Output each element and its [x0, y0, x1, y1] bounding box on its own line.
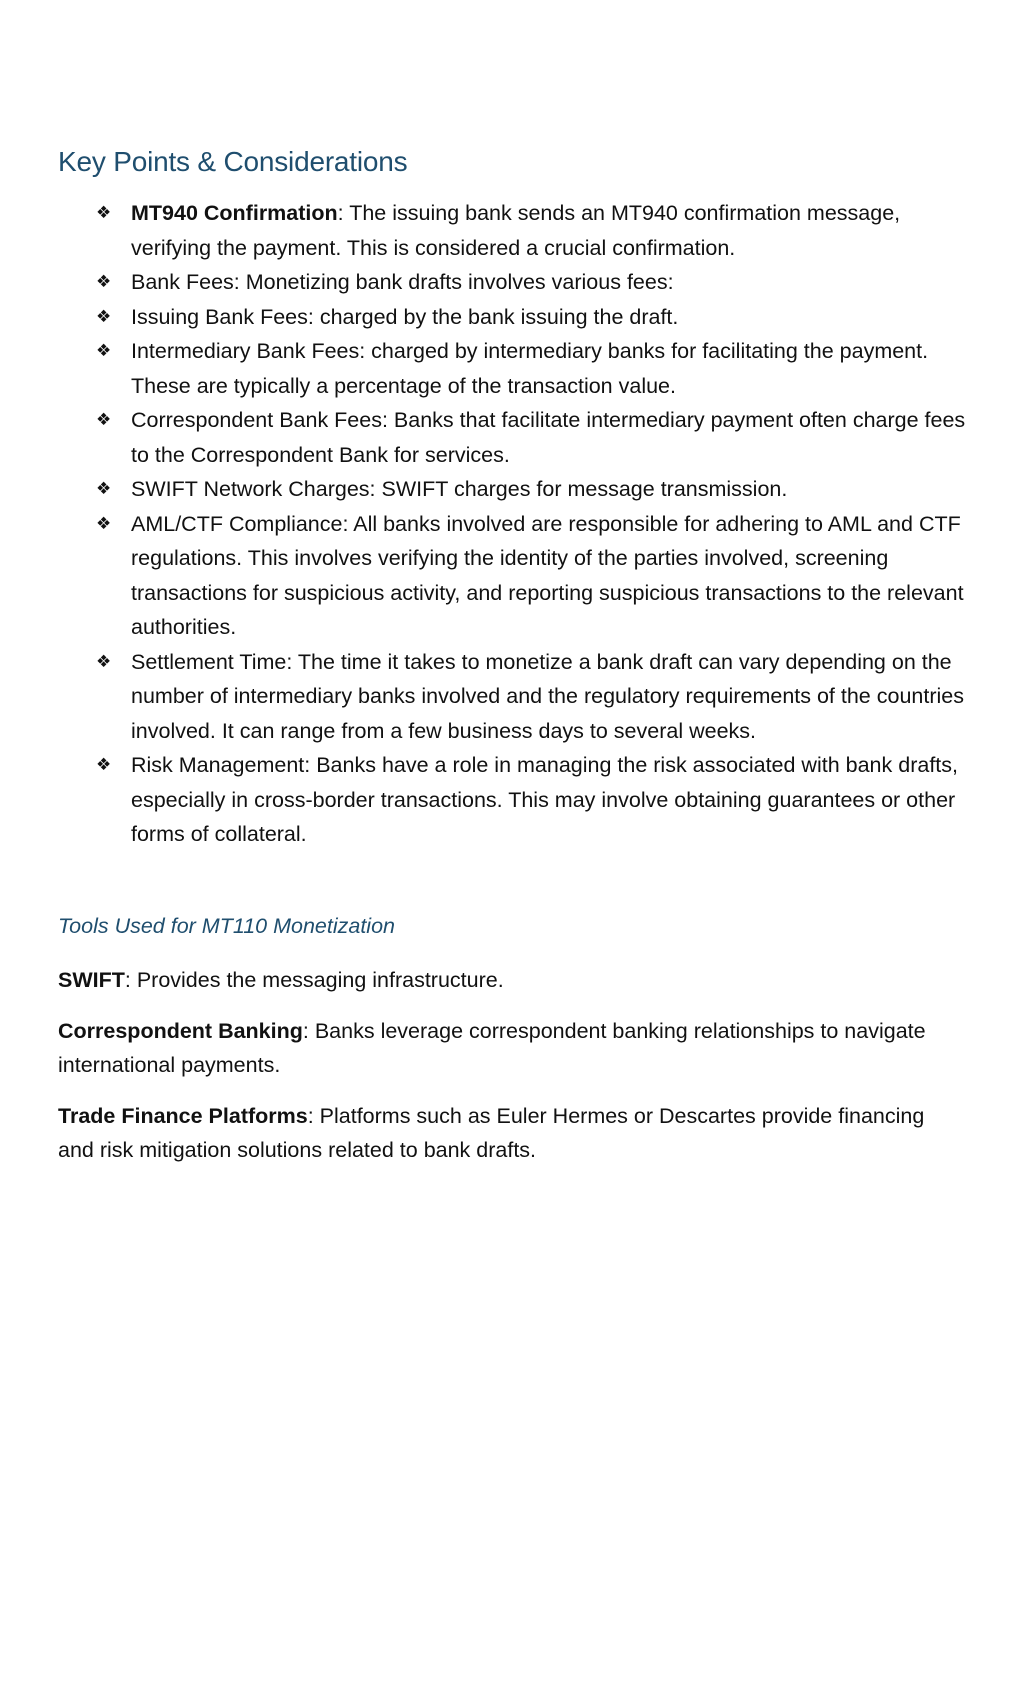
key-points-list — [96, 196, 976, 852]
diamond-four-icon: ❖ — [96, 513, 112, 533]
list-item — [96, 748, 976, 852]
tool-paragraph — [58, 1099, 958, 1168]
bullet-text: AML/CTF Compliance: All banks involved are responsible for adhering to AML and CTF regulations. This involves verifying the identity of the parties involved, screening transactions for suspicious activity, and reporting suspicious transactions to the relevant authorities. — [131, 511, 964, 639]
tool-paragraph — [58, 963, 958, 998]
bullet-text: Correspondent Bank Fees: Banks that facilitate intermediary payment often charge fees to the Correspondent Bank for services. — [131, 408, 966, 467]
diamond-four-icon: ❖ — [96, 306, 112, 326]
tool-term: Correspondent Banking — [58, 1018, 303, 1043]
tools-section — [58, 963, 958, 1184]
section-heading: Key Points & Considerations — [58, 146, 408, 177]
tool-text: : Banks leverage correspondent banking relationships to navigate international payments. — [58, 1018, 926, 1077]
tool-term: Trade Finance Platforms — [58, 1103, 308, 1128]
tools-heading: Tools Used for MT110 Monetization — [58, 914, 395, 938]
list-item — [96, 334, 976, 403]
bullet-text: Risk Management: Banks have a role in managing the risk associated with bank drafts, especially in cross-border transactions. This may involve obtaining guarantees or other forms of collateral. — [131, 753, 958, 846]
tool-paragraph — [58, 1014, 958, 1083]
diamond-four-icon: ❖ — [96, 651, 112, 671]
bullet-text: SWIFT Network Charges: SWIFT charges for message transmission. — [131, 477, 788, 501]
diamond-four-icon: ❖ — [96, 341, 112, 360]
list-item — [96, 645, 976, 749]
tool-text: : Provides the messaging infrastructure. — [124, 968, 504, 992]
diamond-four-icon: ❖ — [96, 272, 112, 291]
bullet-text: Intermediary Bank Fees: charged by intermediary banks for facilitating the payment. These are typically a percentage of the transaction value. — [131, 339, 929, 398]
tool-term: SWIFT — [58, 968, 125, 992]
diamond-four-icon: ❖ — [96, 203, 112, 222]
list-item — [96, 403, 976, 472]
bullet-text: Issuing Bank Fees: charged by the bank issuing the draft. — [131, 304, 679, 329]
diamond-four-icon: ❖ — [96, 410, 112, 429]
list-item — [96, 196, 976, 265]
list-item — [96, 472, 976, 507]
list-item — [96, 507, 976, 645]
bullet-term: MT940 Confirmation — [131, 201, 338, 225]
bullet-text: Settlement Time: The time it takes to monetize a bank draft can vary depending on the number of intermediary banks involved and the regulatory requirements of the countries involved. It can range from a few business days to several weeks. — [131, 649, 964, 743]
list-item — [96, 300, 976, 335]
tool-text: : Platforms such as Euler Hermes or Descartes provide financing and risk mitigation solutions related to bank drafts. — [58, 1103, 925, 1162]
list-item — [96, 265, 976, 300]
bullet-text: : The issuing bank sends an MT940 confirmation message, verifying the payment. This is considered a crucial confirmation. — [131, 201, 901, 260]
diamond-four-icon: ❖ — [96, 479, 112, 498]
bullet-text: Bank Fees: Monetizing bank drafts involves various fees: — [131, 270, 674, 294]
diamond-four-icon: ❖ — [96, 755, 112, 774]
